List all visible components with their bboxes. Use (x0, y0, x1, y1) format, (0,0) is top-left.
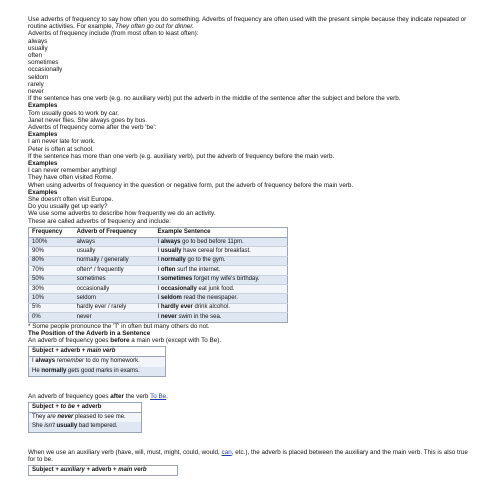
rule-block (28, 182, 468, 211)
rule-block (28, 153, 468, 182)
example-cell: I normally go to the gym. (154, 256, 287, 265)
adverb-cell: seldom (74, 294, 155, 303)
frequency-cell: 80% (29, 256, 74, 265)
pattern-table-auxiliary (28, 465, 178, 476)
frequency-cell: 90% (29, 247, 74, 256)
table-row (29, 313, 288, 322)
list-item: seldom (28, 73, 49, 81)
intro-paragraph: Use adverbs of frequency to say how often you do something. Adverbs of frequency are often used with the present simple because they indicate repeated or routine activities. For example, They often go out for dinner. (28, 16, 467, 31)
table-row: She isn't usually bad tempered. (29, 422, 142, 432)
table-row: They are never pleased to see me. (29, 413, 142, 423)
adverb-cell: always (74, 238, 155, 247)
rule-text: If the sentence has more than one verb (e.g. auxiliary verb), put the adverb of frequency before the main verb. (28, 152, 335, 160)
frequency-cell: 70% (29, 266, 74, 275)
table-intro-line: We use some adverbs to describe how frequently we do an activity. (28, 210, 216, 218)
example-cell: I often surf the internet. (154, 266, 287, 275)
table-row (29, 303, 288, 312)
frequency-cell: 5% (29, 303, 74, 312)
table-header-row (29, 227, 288, 237)
adverb-cell: sometimes (74, 275, 155, 284)
table-row (29, 256, 288, 265)
column-header-example: Example Sentence (154, 227, 287, 237)
rule-text: When using adverbs of frequency in the question or negative form, put the adverb of frequency before the main verb. (28, 181, 354, 189)
example-cell: I usually have cereal for breakfast. (154, 247, 287, 256)
table-row (29, 294, 288, 303)
frequency-table (28, 227, 288, 323)
example-sentence: I am never late for work. (28, 138, 96, 146)
example-sentence: Tom usually goes to work by car. (28, 109, 119, 117)
frequency-table-body (29, 238, 288, 323)
table-footnote: * Some people pronounce the 'T' in often but many others do not. (28, 322, 210, 330)
table-row (29, 247, 288, 256)
adverb-cell: often* / frequently (74, 266, 155, 275)
adverb-cell: normally / generally (74, 256, 155, 265)
rule-text: If the sentence has one verb (e.g. no auxiliary verb) put the adverb in the middle of the sentence after the subject and before the verb. (28, 95, 401, 103)
table-row (29, 238, 288, 247)
pattern-table-after (28, 402, 142, 433)
table-row: He normally gets good marks in exams. (29, 367, 166, 377)
examples-heading: Examples (28, 188, 58, 196)
pattern-header: Subject + to be + adverb (29, 403, 142, 413)
example-sentence: Peter is often at school. (28, 145, 94, 153)
frequency-cell: 0% (29, 313, 74, 322)
example-sentence: She doesn't often visit Europe. (28, 196, 114, 204)
examples-heading: Examples (28, 131, 58, 139)
frequency-cell: 10% (29, 294, 74, 303)
table-row (29, 275, 288, 284)
list-item: rarely (28, 80, 44, 88)
frequency-cell: 30% (29, 285, 74, 294)
examples-heading: Examples (28, 102, 58, 110)
pattern-table-before (28, 346, 166, 377)
frequency-cell: 50% (29, 275, 74, 284)
example-sentence: Do you usually get up early? (28, 203, 108, 211)
column-header-adverb: Adverb of Frequency (74, 227, 155, 237)
rule-text: Adverbs of frequency come after the verb 'be': (28, 124, 157, 132)
table-row (29, 266, 288, 275)
example-cell: I hardly ever drink alcohol. (154, 303, 287, 312)
column-header-frequency: Frequency (29, 227, 74, 237)
example-sentence: I can never remember anything! (28, 167, 117, 175)
pattern-header: Subject + adverb + main verb (29, 347, 166, 357)
list-item: never (28, 88, 44, 96)
intro-example: They often go out for dinner. (115, 23, 195, 31)
list-item: always (28, 37, 48, 45)
document-content (28, 16, 468, 476)
list-item: sometimes (28, 59, 59, 67)
table-intro-line: These are called adverbs of frequency and include: (28, 217, 171, 225)
rule-block (28, 124, 468, 153)
adverb-cell: never (74, 313, 155, 322)
adverb-list (28, 38, 468, 96)
example-cell: I always go to bed before 11pm. (154, 238, 287, 247)
adverb-cell: occasionally (74, 285, 155, 294)
list-item: often (28, 52, 43, 60)
section-title: The Position of the Adverb in a Sentence (28, 329, 151, 337)
example-sentence: They have often visited Rome. (28, 174, 114, 182)
list-item: usually (28, 44, 48, 52)
intro-list-caption: Adverbs of frequency include (from most often to least often): (28, 30, 199, 38)
table-row: I always remember to do my homework. (29, 357, 166, 367)
can-link[interactable]: can (221, 448, 232, 456)
adverb-cell: hardly ever / rarely (74, 303, 155, 312)
example-cell: I never swim in the sea. (154, 313, 287, 322)
frequency-cell: 100% (29, 238, 74, 247)
adverb-cell: usually (74, 247, 155, 256)
rule-block (28, 95, 468, 124)
position-rule-after: An adverb of frequency goes after the verb To Be. (28, 392, 168, 400)
example-sentence: Janet never flies. She always goes by bus. (28, 116, 148, 124)
to-be-link[interactable]: To Be (150, 392, 167, 400)
position-rule-before: An adverb of frequency goes before a main verb (except with To Be). (28, 337, 222, 345)
examples-heading: Examples (28, 160, 58, 168)
table-row (29, 285, 288, 294)
example-cell: I occasionally eat junk food. (154, 285, 287, 294)
example-cell: I seldom read the newspaper. (154, 294, 287, 303)
position-rule-auxiliary: When we use an auxiliary verb (have, will, must, might, could, would, can, etc.), the adverb is placed between the auxiliary and the main verb. This is also true for to be. (28, 448, 468, 463)
list-item: occasionally (28, 66, 63, 74)
example-cell: I sometimes forget my wife's birthday. (154, 275, 287, 284)
pattern-header: Subject + auxiliary + adverb + main verb (29, 466, 178, 476)
